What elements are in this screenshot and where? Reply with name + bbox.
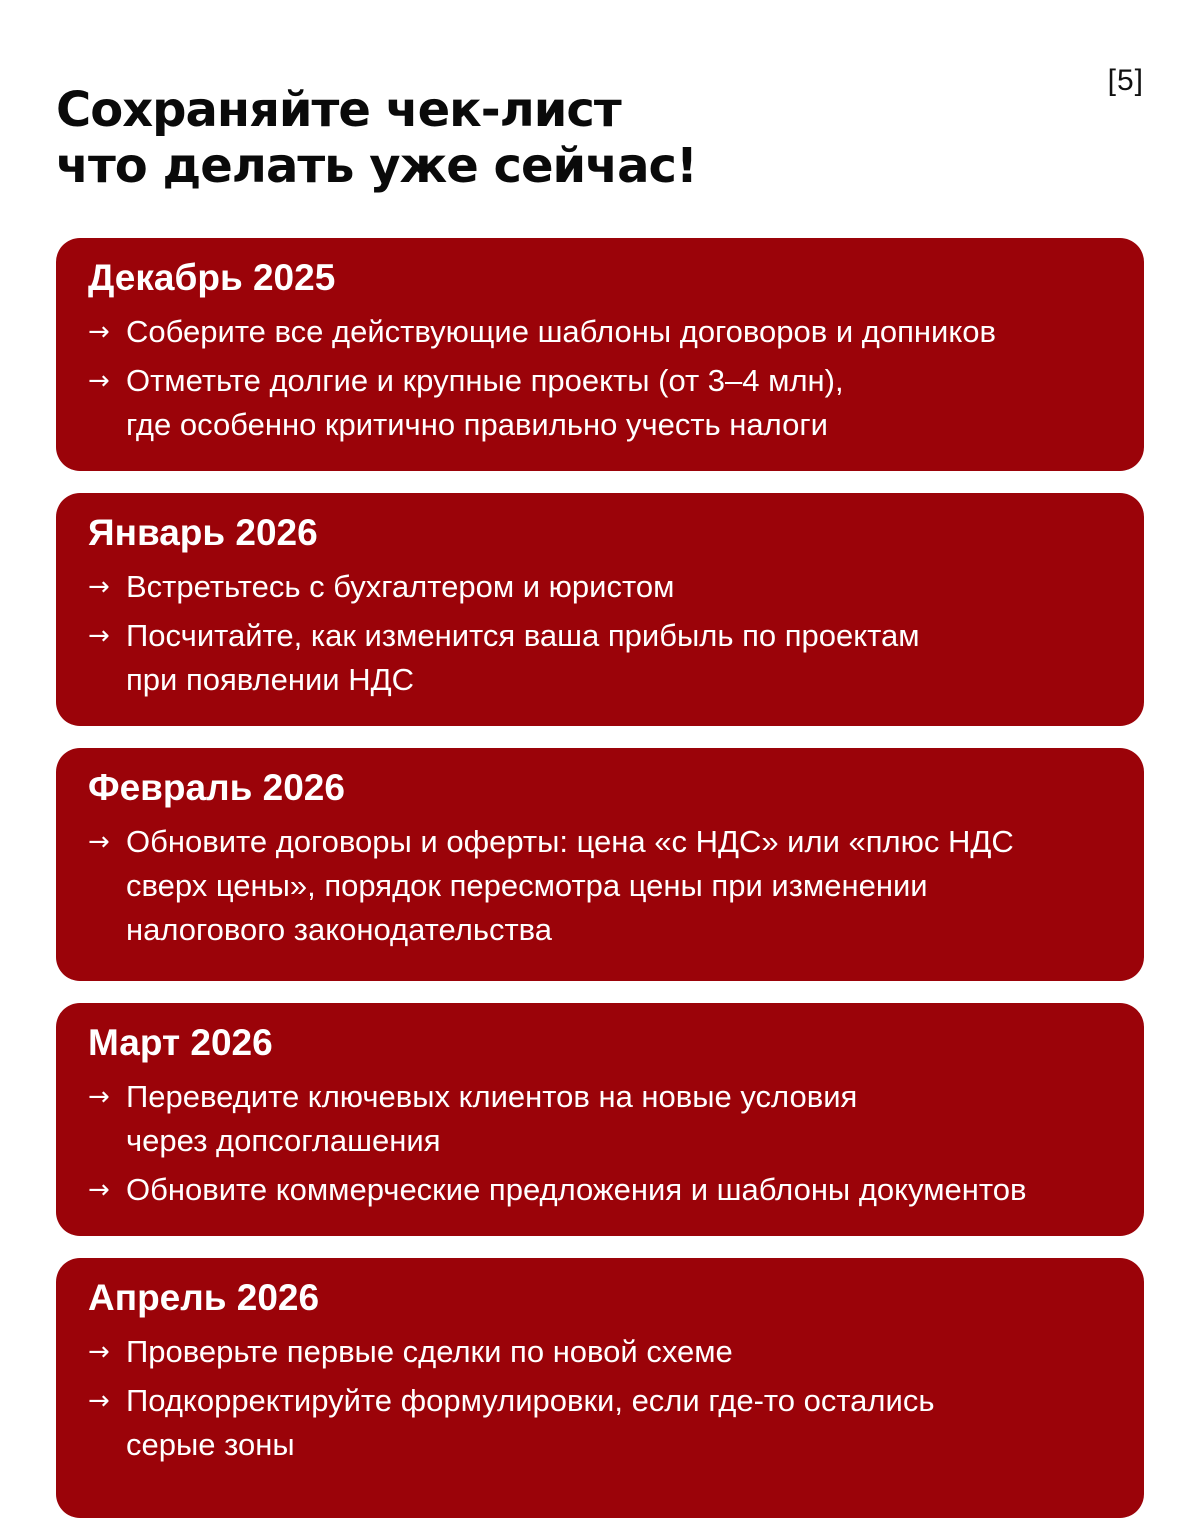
list-item <box>88 565 1112 609</box>
month-title: Февраль 2026 <box>88 767 345 808</box>
arrow-right-icon: → <box>88 366 110 396</box>
page-number: [5] <box>1107 64 1144 97</box>
arrow-right-icon: → <box>88 621 110 651</box>
arrow-right-icon: → <box>88 317 110 347</box>
list-item <box>88 1075 1112 1163</box>
month-card-february-2026 <box>56 748 1144 981</box>
checklist <box>56 238 1144 1540</box>
month-card-march-2026 <box>56 1003 1144 1236</box>
month-title: Январь 2026 <box>88 512 318 553</box>
month-title: Апрель 2026 <box>88 1277 320 1318</box>
page-title-line-1: Сохраняйте чек-лист <box>56 82 621 138</box>
month-card-january-2026 <box>56 493 1144 726</box>
list-item <box>88 1330 1112 1374</box>
list-item-text: Проверьте первые сделки по новой схеме <box>126 1334 733 1369</box>
list-item-text: Обновите договоры и оферты: цена «с НДС» или «плюс НДС сверх цены», порядок пересмотра цены при изменении налогового законодательства <box>126 824 1014 947</box>
arrow-right-icon: → <box>88 1337 110 1367</box>
month-title: Декабрь 2025 <box>88 257 336 298</box>
arrow-right-icon: → <box>88 827 110 857</box>
list-item-text: Посчитайте, как изменится ваша прибыль по проектам при появлении НДС <box>126 618 920 697</box>
list-item-text: Подкорректируйте формулировки, если где-то остались серые зоны <box>126 1383 935 1462</box>
arrow-right-icon: → <box>88 572 110 602</box>
list-item-text: Отметьте долгие и крупные проекты (от 3–4 млн), где особенно критично правильно учесть налоги <box>126 363 844 442</box>
list-item-text: Обновите коммерческие предложения и шаблоны документов <box>126 1172 1027 1207</box>
page-title <box>56 82 956 194</box>
month-card-december-2025 <box>56 238 1144 471</box>
page-title-line-2: что делать уже сейчас! <box>56 138 697 194</box>
month-card-april-2026 <box>56 1258 1144 1518</box>
arrow-right-icon: → <box>88 1082 110 1112</box>
list-item <box>88 614 1112 702</box>
list-item <box>88 1168 1112 1212</box>
list-item-text: Переведите ключевых клиентов на новые условия через допсоглашения <box>126 1079 858 1158</box>
list-item <box>88 1379 1112 1467</box>
list-item <box>88 359 1112 447</box>
list-item <box>88 820 1112 952</box>
month-title: Март 2026 <box>88 1022 273 1063</box>
list-item-text: Соберите все действующие шаблоны договоров и допников <box>126 314 996 349</box>
list-item <box>88 310 1112 354</box>
arrow-right-icon: → <box>88 1175 110 1205</box>
arrow-right-icon: → <box>88 1386 110 1416</box>
list-item-text: Встретьтесь с бухгалтером и юристом <box>126 569 675 604</box>
